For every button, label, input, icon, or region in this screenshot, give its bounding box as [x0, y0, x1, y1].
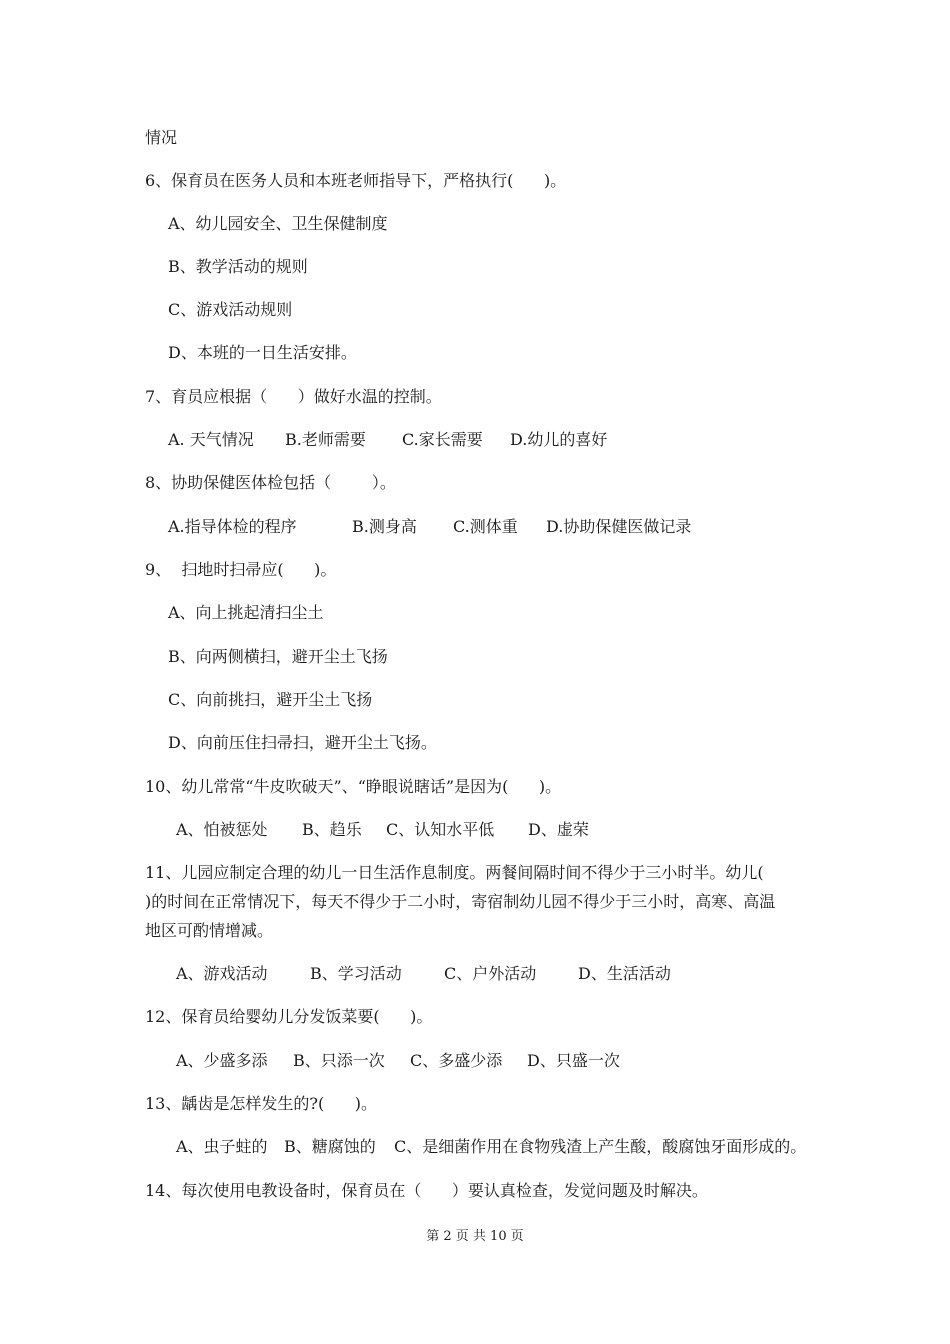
question-6-option-d: D、本班的一日生活安排。 — [168, 343, 357, 362]
question-11-option-b: B、学习活动 — [310, 964, 402, 983]
question-11-option-d: D、生活活动 — [578, 964, 671, 983]
question-11-options — [176, 963, 671, 985]
question-6-option-b: B、教学活动的规则 — [168, 257, 308, 276]
question-10-option-c: C、认知水平低 — [386, 820, 495, 839]
question-13-option-b: B、糖腐蚀的 — [284, 1137, 376, 1156]
question-6-option-a: A、幼儿园安全、卫生保健制度 — [168, 214, 388, 233]
question-13-options — [176, 1136, 806, 1158]
question-11-option-a: A、游戏活动 — [176, 964, 268, 983]
question-12-option-b: B、只添一次 — [293, 1051, 385, 1070]
question-8-option-b: B.测身高 — [352, 517, 417, 536]
question-9-option-b: B、向两侧横扫，避开尘土飞扬 — [168, 647, 388, 666]
question-8-option-a: A.指导体检的程序 — [168, 517, 297, 536]
question-14-stem: 14、每次使用电教设备时，保育员在（ ）要认真检查，发觉问题及时解决。 — [145, 1181, 708, 1200]
question-6-option-c: C、游戏活动规则 — [168, 300, 293, 319]
question-7-option-d: D.幼儿的喜好 — [510, 430, 608, 449]
question-11-stem-line-3: 地区可酌情增减。 — [145, 921, 274, 940]
question-10-options — [176, 819, 589, 841]
question-8-option-d: D.协助保健医做记录 — [546, 517, 692, 536]
page-footer: 第 2 页 共 10 页 — [426, 1229, 524, 1244]
question-11-option-c: C、户外活动 — [444, 964, 537, 983]
question-12-option-d: D、只盛一次 — [527, 1051, 620, 1070]
question-12-stem: 12、保育员给婴幼儿分发饭菜要( )。 — [145, 1007, 433, 1026]
question-11-stem-line-1: 11、儿园应制定合理的幼儿一日生活作息制度。两餐间隔时间不得少于三小时半。幼儿( — [145, 863, 764, 882]
continuation-text: 情况 — [145, 128, 178, 147]
question-10-option-a: A、怕被惩处 — [176, 820, 268, 839]
question-13-option-a: A、虫子蛀的 — [176, 1137, 268, 1156]
question-9-option-d: D、向前压住扫帚扫，避开尘土飞扬。 — [168, 733, 437, 752]
question-7-options — [168, 429, 607, 451]
question-11-stem-line-2: )的时间在正常情况下，每天不得少于二小时，寄宿制幼儿园不得少于三小时，高寒、高温 — [145, 892, 776, 911]
question-6-stem: 6、保育员在医务人员和本班老师指导下，严格执行( )。 — [145, 171, 567, 190]
question-13-option-c: C、是细菌作用在食物残渣上产生酸，酸腐蚀牙面形成的。 — [394, 1137, 807, 1156]
question-7-option-b: B.老师需要 — [285, 430, 366, 449]
question-10-stem: 10、幼儿常常“牛皮吹破天”、“睁眼说瞎话”是因为( )。 — [145, 777, 562, 796]
question-12-options — [176, 1050, 620, 1072]
question-8-option-c: C.测体重 — [453, 517, 518, 536]
question-8-stem: 8、协助保健医体检包括（ ）。 — [145, 473, 396, 492]
question-9-option-c: C、向前挑扫，避开尘土飞扬 — [168, 690, 373, 709]
question-8-options — [168, 516, 691, 538]
question-7-stem: 7、育员应根据（ ）做好水温的控制。 — [145, 387, 442, 406]
question-9-stem: 9、 扫地时扫帚应( )。 — [145, 560, 337, 579]
question-12-option-a: A、少盛多添 — [176, 1051, 268, 1070]
question-10-option-b: B、趋乐 — [302, 820, 362, 839]
question-12-option-c: C、多盛少添 — [410, 1051, 503, 1070]
question-9-option-a: A、向上挑起清扫尘土 — [168, 603, 324, 622]
question-13-stem: 13、龋齿是怎样发生的?( )。 — [145, 1094, 377, 1113]
question-7-option-a: A. 天气情况 — [168, 430, 254, 449]
question-7-option-c: C.家长需要 — [402, 430, 483, 449]
question-10-option-d: D、虚荣 — [528, 820, 589, 839]
